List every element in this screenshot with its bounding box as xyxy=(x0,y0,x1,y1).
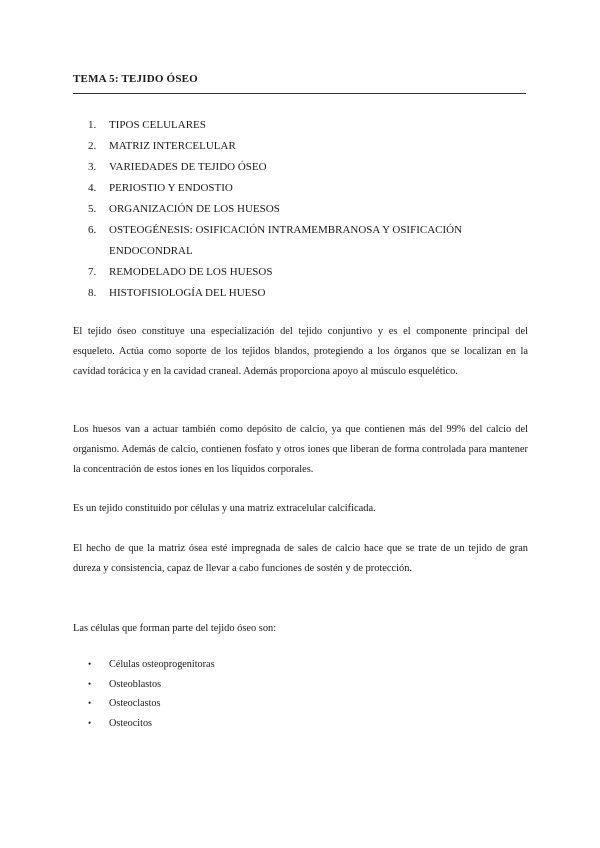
toc-text: VARIEDADES DE TEJIDO ÓSEO xyxy=(109,161,267,173)
toc-item xyxy=(88,178,528,199)
toc-number: 6. xyxy=(88,224,97,236)
paragraph-hardness: El hecho de que la matriz ósea esté impregnada de sales de calcio hace que se trate de un tejido de gran dureza y consistencia, capaz de llevar a cabo funciones de sostén y de protección. xyxy=(73,543,528,574)
toc-number: 5. xyxy=(88,203,97,215)
toc-text: TIPOS CELULARES xyxy=(109,119,206,131)
toc-item xyxy=(88,283,528,304)
list-item-text: Osteoblastos xyxy=(109,678,162,690)
toc-text: MATRIZ INTERCELULAR xyxy=(109,140,236,152)
toc-text: OSTEOGÉNESIS: OSIFICACIÓN INTRAMEMBRANOSA Y OSIFICACIÓN ENDOCONDRAL xyxy=(109,224,463,257)
paragraph-intro: El tejido óseo constituye una especialización del tejido conjuntivo y es el componente principal del esqueleto. Actúa como soporte de los tejidos blandos, protegiendo a los órganos que se localizan en la cavidad torácica y en la cavidad craneal. Además proporciona apoyo al músculo esquelético. xyxy=(73,326,528,377)
toc-number: 3. xyxy=(88,161,97,173)
toc-number: 1. xyxy=(88,119,97,131)
toc-text: ORGANIZACIÓN DE LOS HUESOS xyxy=(109,203,280,215)
list-item xyxy=(88,655,388,675)
list-item-text: Células osteoprogenitoras xyxy=(109,659,215,670)
toc-item xyxy=(88,199,528,220)
toc-item xyxy=(88,220,528,262)
list-item xyxy=(88,714,388,734)
bullet-icon: • xyxy=(88,678,92,689)
list-item-text: Osteoclastos xyxy=(109,698,161,709)
list-item xyxy=(88,694,388,714)
toc-number: 2. xyxy=(88,140,97,152)
toc-number: 7. xyxy=(88,266,97,278)
bullet-icon: • xyxy=(88,659,92,669)
paragraph-cells-intro: Las células que forman parte del tejido óseo son: xyxy=(73,623,277,634)
bullet-icon: • xyxy=(88,698,92,708)
toc-item xyxy=(88,136,528,157)
toc-text: HISTOFISIOLOGÍA DEL HUESO xyxy=(109,287,266,299)
bullet-icon: • xyxy=(88,717,92,728)
title-underline xyxy=(73,93,526,94)
paragraph-composition: Es un tejido constituido por células y una matriz extracelular calcificada. xyxy=(73,503,376,514)
toc-text: PERIOSTIO Y ENDOSTIO xyxy=(109,182,233,194)
toc-text: REMODELADO DE LOS HUESOS xyxy=(109,266,273,278)
toc-number: 4. xyxy=(88,182,97,194)
page-title: TEMA 5: TEJIDO ÓSEO xyxy=(73,73,198,85)
cell-types-list xyxy=(88,655,388,733)
toc-item xyxy=(88,262,528,283)
toc-item xyxy=(88,115,528,136)
table-of-contents xyxy=(88,115,528,304)
toc-number: 8. xyxy=(88,287,97,299)
list-item xyxy=(88,675,388,695)
toc-item xyxy=(88,157,528,178)
list-item-text: Osteocitos xyxy=(109,717,153,729)
paragraph-calcium: Los huesos van a actuar también como depósito de calcio, ya que contienen más del 99% del calcio del organismo. Además de calcio, contienen fosfato y otros iones que liberan de forma controlada para mantener la concentración de estos iones en los líquidos corporales. xyxy=(73,424,528,475)
